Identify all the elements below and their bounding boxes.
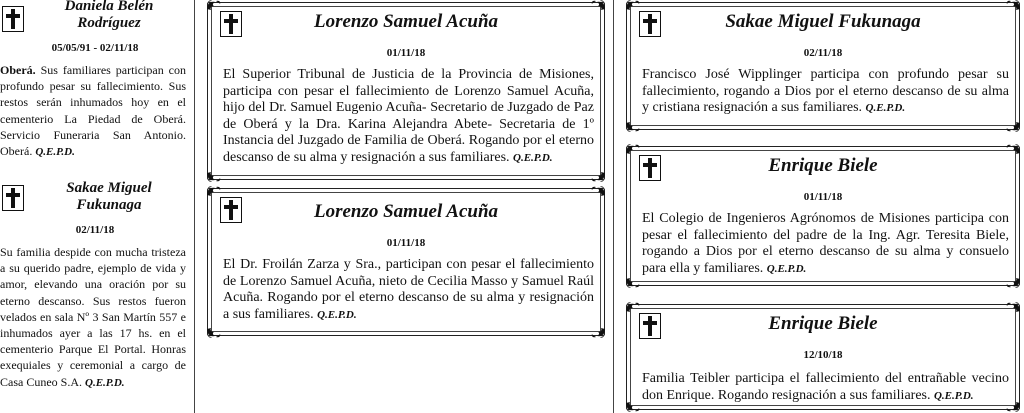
- notice-enrique-colegio: [626, 146, 1020, 286]
- notice-name: Enrique Biele: [768, 313, 878, 334]
- notice-date: 01/11/18: [386, 237, 426, 249]
- ornament-icon: [205, 327, 223, 339]
- ornament-icon: [1004, 277, 1022, 289]
- cross-icon: [2, 185, 24, 211]
- ornament-icon: [1004, 143, 1022, 155]
- notice-body: Familia Teibler participa el fallecimiento del entrañable vecino don Enrique. Rogando resignación a sus familiares. Q.E.P.D.: [642, 371, 1009, 403]
- ornament-icon: [589, 185, 607, 197]
- ornament-icon: [1004, 121, 1022, 133]
- ornament-icon: [624, 0, 642, 11]
- notice-body: Francisco José Wipplinger participa con profundo pesar su fallecimiento, rogando a Dios por el eterno descanso de su alma y cristiana resignación a sus familiares. Q.E.P.D.: [642, 67, 1009, 115]
- notice-name: Sakae Miguel Fukunaga: [66, 180, 152, 213]
- notice-date: 01/11/18: [803, 191, 843, 203]
- notice-name: Daniela Belén Rodríguez: [64, 0, 154, 31]
- ornament-icon: [205, 171, 223, 183]
- notice-name: Enrique Biele: [768, 155, 878, 176]
- ornament-icon: [589, 327, 607, 339]
- ornament-icon: [624, 277, 642, 289]
- notice-daniela: [0, 0, 190, 160]
- notice-sakae-left: [0, 180, 190, 391]
- ornament-icon: [624, 143, 642, 155]
- ornament-icon: [205, 0, 223, 11]
- column-divider: [613, 0, 614, 413]
- cross-icon: [2, 6, 24, 32]
- ornament-icon: [624, 401, 642, 413]
- notice-body: Su familia despide con mucha tristeza a su querido padre, ejemplo de vida y amor, elevando una oración por su eterno descanso. Sus restos fueron velados en sala Nº 3 San Martín 557 e inhumados ayer a las 17 hs. en el cementerio Parque El Portal. Honras exequiales y ceremonial a cargo de Casa Cuneo S.A. Q.E.P.D.: [0, 245, 186, 389]
- notice-body: El Colegio de Ingenieros Agrónomos de Misiones participa con pesar el fallecimiento del padre de la Ing. Agr. Teresita Biele, rogando a Dios por el eterno descanso de su alma y consuelo para ella y familiares. Q.E.P.D.: [642, 211, 1009, 276]
- notice-body: El Superior Tribunal de Justicia de la Provincia de Misiones, participa con pesar el fallecimiento de Lorenzo Samuel Acuña, hijo del Dr. Samuel Eugenio Acuña- Secretario de Juzgado de Paz de Oberá y la Dra. Karina Alejandra Abete- Secretaria de 1º Instancia del Juzgado de Familia de Oberá. Rogando por el eterno descanso de su alma y resignación a sus familiares. Q.E.P.D.: [223, 67, 594, 165]
- notice-name: Sakae Miguel Fukunaga: [725, 11, 921, 32]
- middle-column: [203, 0, 608, 413]
- column-divider: [194, 0, 195, 413]
- notice-lorenzo-tribunal: [207, 2, 605, 180]
- notice-sakae-wipplinger: [626, 2, 1020, 130]
- notice-date: 02/11/18: [803, 47, 843, 59]
- notice-lorenzo-zarza: [207, 188, 605, 336]
- notice-name: Lorenzo Samuel Acuña: [313, 201, 499, 222]
- right-column: [622, 0, 1024, 413]
- notice-date: 02/11/18: [75, 224, 115, 236]
- notice-name: Lorenzo Samuel Acuña: [313, 11, 499, 32]
- notice-date: 12/10/18: [803, 349, 843, 361]
- left-column: [0, 0, 190, 413]
- ornament-icon: [624, 301, 642, 313]
- ornament-icon: [1004, 301, 1022, 313]
- notice-date: 01/11/18: [386, 47, 426, 59]
- ornament-icon: [205, 185, 223, 197]
- notice-enrique-teibler: [626, 304, 1020, 410]
- notice-body: Oberá. Sus familiares participan con profundo pesar su fallecimiento. Sus restos serán inhumados hoy en el cementerio La Piedad de Oberá. Servicio Funeraria San Antonio. Oberá. Q.E.P.D.: [0, 63, 186, 159]
- ornament-icon: [589, 171, 607, 183]
- notice-body: El Dr. Froilán Zarza y Sra., participan con pesar el fallecimiento de Lorenzo Samuel Acuña, nieto de Cecilia Masso y Samuel Raúl Acuña. Rogando por el eterno descanso de su alma y resignación a sus familiares. Q.E.P.D.: [223, 257, 594, 322]
- ornament-icon: [624, 121, 642, 133]
- ornament-icon: [589, 0, 607, 11]
- ornament-icon: [1004, 0, 1022, 11]
- notice-date: 05/05/91 - 02/11/18: [51, 42, 139, 54]
